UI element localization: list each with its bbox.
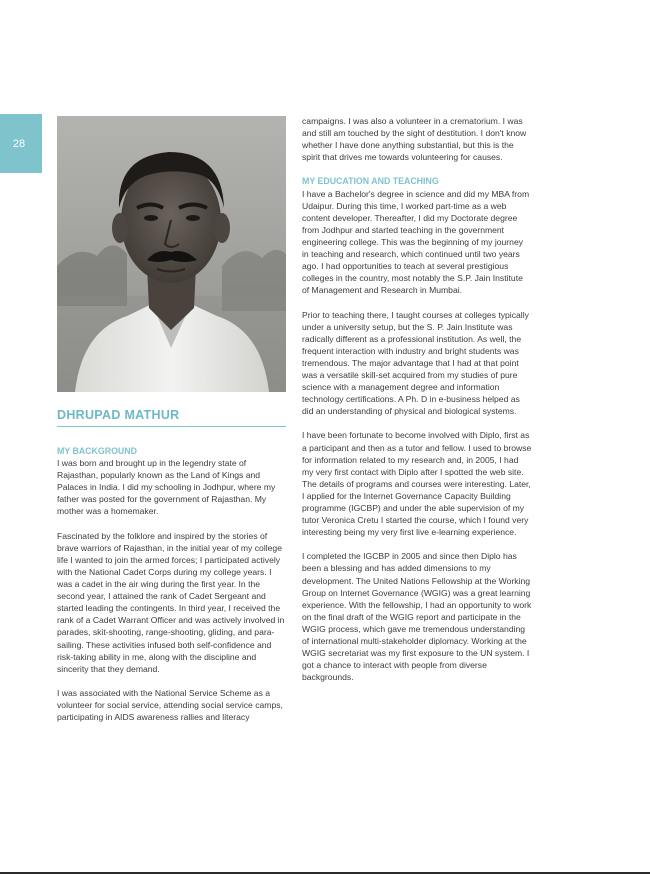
paragraph-continuation: campaigns. I was also a volunteer in a crematorium. I was and still am touched by the sight of destitution. I don't know whether I have done anything substantial, but this is the spirit that drives me towards volunteering for causes.	[302, 116, 527, 163]
name-divider	[57, 426, 286, 427]
section-heading-background: MY BACKGROUND	[57, 446, 137, 456]
paragraph: I completed the IGCBP in 2005 and since then Diplo has been a blessing and has added dimensions to my development. The United Nations Fellowship at the Working Group on Internet Governance (WGIG) was a great learning experience. With the fellowship, I had an opportunity to work on the final draft of the WGIG report and participate in the WGIG process, which gave me tremendous understanding of international multi-stakeholder diplomacy. Working at the WGIG secretariat was my first exposure to the UN system. I got a chance to interact with people from diverse backgrounds.	[302, 551, 532, 683]
paragraph: I have a Bachelor's degree in science and did my MBA from Udaipur. During this time, I worked part-time as a web content developer. Thereafter, I did my Doctorate degree from Jodhpur and started teaching in the government engineering college. This was the beginning of my journey in teaching and research, which continued until two years ago. I had opportunities to teach at several prestigious colleges in the country, most notably the S.P. Jain Institute of Management and Research in Mumbai.	[302, 188, 530, 296]
page-number: 28	[12, 137, 26, 150]
paragraph: Prior to teaching there, I taught courses at colleges typically under a university setup, but the S. P. Jain Institute was radically different as a professional institution. As well, the frequent interaction with industry and bright students was tremendous. The major advantage that I had at that point was a versatile skill-set acquired from my studies of pure science with a management degree and information technology certifications. A Ph. D in e-business helped as did an understanding of physical and biological systems.	[302, 309, 529, 417]
paragraph: I was associated with the National Service Scheme as a volunteer for social service, attending social service camps, participating in AIDS awareness rallies and literacy	[57, 687, 283, 723]
section-heading-education: MY EDUCATION AND TEACHING	[302, 176, 439, 187]
paragraph: I have been fortunate to become involved with Diplo, first as a participant and then as a tutor and fellow. I used to browse for information related to my research and, in 2005, I had my very first contact with Diplo after I spotted the web site. The details of programs and courses were interesting. Later, I applied for the Internet Governance Capacity Building programme (IGCBP) and under the able supervision of my tutor Veronica Cretu I started the course, which I found very interesting being my very first live e-learning experience.	[302, 430, 532, 538]
portrait-photo-icon	[57, 116, 286, 392]
left-column	[57, 445, 289, 723]
page-number-tab	[0, 114, 42, 173]
portrait-photo	[57, 116, 286, 392]
paragraph: I was born and brought up in the legendry state of Rajasthan, popularly known as the Land of Kings and Palaces in India. I did my schooling in Jodhpur, where my father was posted for the government of Rajasthan. My mother was a homemaker.	[57, 458, 276, 517]
paragraph: Fascinated by the folklore and inspired by the stories of brave warriors of Rajasthan, in the initial year of my college life I wanted to join the armed forces; I participated actively with the National Cadet Corps during my college years. I was a cadet in the air wing during the first year. In the second year, I attained the rank of Cadet Sergeant and started leading the contingents. In third year, I received the rank of a Cadet Warrant Officer and was actively involved in parades, skit-shooting, range-shooting, gliding, and para-sailing. These activities infused both self-confidence and risk-taking ability in me, along with the discipline and sincerity that they demand.	[57, 530, 285, 674]
right-column	[302, 115, 532, 683]
person-name: DHRUPAD MATHUR	[57, 408, 180, 422]
